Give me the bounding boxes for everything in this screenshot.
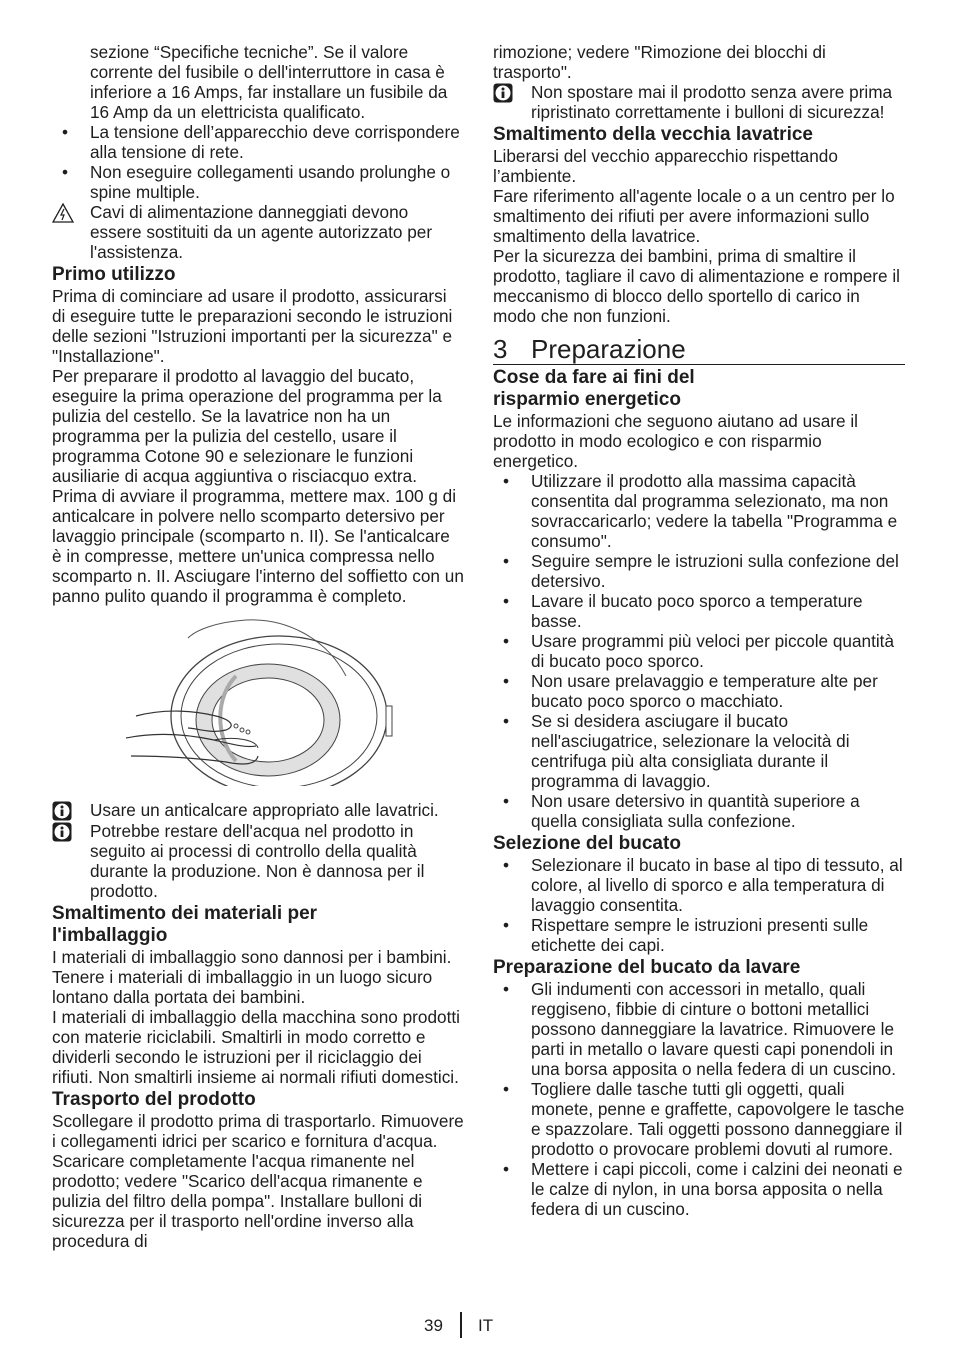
warning-triangle-icon bbox=[52, 202, 90, 262]
bullet: • bbox=[503, 671, 510, 691]
bullet: • bbox=[503, 471, 510, 491]
heading-risparmio-energetico: Cose da fare ai fini del risparmio energetico bbox=[493, 367, 695, 410]
list-item bbox=[493, 711, 905, 791]
paragraph: I materiali di imballaggio della macchina sono prodotti con materie riciclabili. Smaltirli in modo corretto e dividerli secondo le istruzioni per il riciclaggio dei rifiuti. Non smaltirli insieme ai normali rifiuti domestici. bbox=[52, 1007, 460, 1087]
list-item bbox=[493, 791, 905, 831]
list-item bbox=[493, 979, 905, 1079]
list-item-text: Selezionare il bucato in base al tipo di tessuto, al colore, al livello di sporco e alla temperatura di lavaggio consentita. bbox=[531, 855, 903, 915]
heading-primo-utilizzo: Primo utilizzo bbox=[52, 264, 176, 285]
energy-tips-list bbox=[493, 471, 905, 831]
heading-smaltimento-lavatrice: Smaltimento della vecchia lavatrice bbox=[493, 124, 813, 145]
list-item bbox=[493, 1079, 905, 1159]
info-icon bbox=[52, 800, 90, 821]
chapter-number: 3 bbox=[493, 334, 508, 364]
bullet: • bbox=[503, 591, 510, 611]
language-code: IT bbox=[478, 1316, 494, 1335]
paragraph: Fare riferimento all'agente locale o a un centro per lo smaltimento dei rifiuti per avere informazioni sullo smaltimento della lavatrice. bbox=[493, 186, 895, 246]
list-item bbox=[52, 162, 464, 202]
right-column bbox=[493, 42, 905, 1219]
list-item bbox=[493, 671, 905, 711]
list-item-text: Non eseguire collegamenti usando prolunghe o spine multiple. bbox=[90, 162, 451, 202]
list-item bbox=[493, 471, 905, 551]
paragraph: Prima di cominciare ad usare il prodotto, assicurarsi di eseguire tutte le preparazioni secondo le istruzioni delle sezioni "Istruzioni importanti per la sicurezza" e "Installazione". bbox=[52, 286, 453, 366]
paragraph: Per preparare il prodotto al lavaggio del bucato, eseguire la prima operazione del programma per la pulizia del cestello. Se la lavatrice non ha un programma per la pulizia del cestello, usare il programma Cotone 90 e selezionare le funzioni ausiliarie di acqua aggiuntiva o risciacquo extra. Prima di avviare il programma, mettere max. 100 g di anticalcare in polvere nello scomparto detersivo per lavaggio principale (scomparto n. II). Se l'anticalcare è in compresse, mettere un'unica compressa nello scomparto n. II. Asciugare l'interno del soffietto con un panno pulito quando il programma è completo. bbox=[52, 366, 464, 606]
paragraph: Liberarsi del vecchio apparecchio rispettando l’ambiente. bbox=[493, 146, 838, 186]
list-item bbox=[493, 591, 905, 631]
list-item bbox=[493, 915, 905, 955]
paragraph: Per la sicurezza dei bambini, prima di smaltire il prodotto, tagliare il cavo di alimentazione e rompere il meccanismo di blocco dello sportello di carico in modo che non funzioni. bbox=[493, 246, 900, 326]
paragraph: Le informazioni che seguono aiutano ad usare il prodotto in modo ecologico e con risparmio energetico. bbox=[493, 411, 858, 471]
list-item-text: Se si desidera asciugare il bucato nell'asciugatrice, selezionare la velocità di centrifuga più alta consigliata durante il programma di lavaggio. bbox=[531, 711, 850, 791]
list-item-text: Rispettare sempre le istruzioni presenti sulle etichette dei capi. bbox=[531, 915, 869, 955]
bullet: • bbox=[503, 1079, 510, 1099]
list-item-text: Togliere dalle tasche tutti gli oggetti, quali monete, penne e graffette, capovolgere le tasche e spazzolare. Tali oggetti possono danneggiare il prodotto o provocare problemi dovuti al rumore. bbox=[531, 1079, 905, 1159]
preparation-list bbox=[493, 979, 905, 1219]
info-text: Usare un anticalcare appropriato alle lavatrici. bbox=[90, 800, 439, 820]
list-item-text: Non usare prelavaggio e temperature alte per bucato poco sporco o macchiato. bbox=[531, 671, 878, 711]
list-item bbox=[493, 631, 905, 671]
chapter-heading bbox=[493, 334, 905, 365]
info-text: Potrebbe restare dell'acqua nel prodotto in seguito ai processi di controllo della qualità durante la produzione. Non è dannosa per il prodotto. bbox=[90, 821, 425, 901]
list-item-text: Usare programmi più veloci per piccole quantità di bucato poco sporco. bbox=[531, 631, 895, 671]
list-item-text: La tensione dell’apparecchio deve corrispondere alla tensione di rete. bbox=[90, 122, 460, 162]
page-number: 39 bbox=[424, 1316, 443, 1335]
bullet: • bbox=[62, 122, 69, 142]
list-item bbox=[493, 1159, 905, 1219]
warning-text: Cavi di alimentazione danneggiati devono essere sostituiti da un agente autorizzato per l'assistenza. bbox=[90, 202, 433, 262]
continued-paragraph: rimozione; vedere "Rimozione dei blocchi di trasporto". bbox=[493, 42, 826, 82]
list-item-text: Seguire sempre le istruzioni sulla confezione del detersivo. bbox=[531, 551, 899, 591]
list-item-text: Non usare detersivo in quantità superiore a quella consigliata sulla confezione. bbox=[531, 791, 860, 831]
bullet: • bbox=[62, 162, 69, 182]
warning-note bbox=[52, 202, 464, 262]
list-item bbox=[493, 551, 905, 591]
washing-machine-door-illustration bbox=[96, 616, 414, 786]
info-note bbox=[493, 82, 905, 122]
info-icon bbox=[52, 821, 90, 901]
list-item-text: Gli indumenti con accessori in metallo, quali reggiseno, fibbie di cinture o bottoni metallici possono danneggiare la lavatrice. Rimuovere le parti in metallo o lavare questi capi ponendoli in una borsa apposita o nella federa di un cuscino. bbox=[531, 979, 897, 1079]
info-icon bbox=[493, 82, 531, 122]
bullet: • bbox=[503, 855, 510, 875]
heading-trasporto: Trasporto del prodotto bbox=[52, 1089, 256, 1110]
list-item-text: Utilizzare il prodotto alla massima capacità consentita dal programma selezionato, ma non sovraccaricarlo; vedere la tabella "Programma e consumo". bbox=[531, 471, 898, 551]
bullet: • bbox=[503, 979, 510, 999]
bullet: • bbox=[503, 631, 510, 651]
bullet: • bbox=[503, 711, 510, 731]
list-item bbox=[493, 855, 905, 915]
chapter-title: Preparazione bbox=[531, 334, 686, 364]
selection-list bbox=[493, 855, 905, 955]
footer-divider bbox=[460, 1312, 462, 1338]
list-item-text: Lavare il bucato poco sporco a temperature basse. bbox=[531, 591, 863, 631]
heading-smaltimento-imballaggio: Smaltimento dei materiali per l'imballaggio bbox=[52, 903, 318, 946]
paragraph: I materiali di imballaggio sono dannosi per i bambini. Tenere i materiali di imballaggio in un luogo sicuro lontano dalla portata dei bambini. bbox=[52, 947, 452, 1007]
bullet: • bbox=[503, 791, 510, 811]
continued-paragraph: sezione “Specifiche tecniche”. Se il valore corrente del fusibile o dell'interruttore in casa è inferiore a 16 Amps, far installare un fusibile da 16 Amp da un elettricista qualificato. bbox=[90, 42, 448, 122]
paragraph: Scollegare il prodotto prima di trasportarlo. Rimuovere i collegamenti idrici per scarico e fornitura d'acqua. Scaricare completamente l'acqua rimanente nel prodotto; vedere "Scarico dell'acqua rimanente e pulizia del filtro della pompa". Installare bulloni di sicurezza per il trasporto nell'ordine inverso alla procedura di bbox=[52, 1111, 464, 1251]
info-note bbox=[52, 821, 464, 901]
heading-selezione-bucato: Selezione del bucato bbox=[493, 833, 681, 854]
bullet: • bbox=[503, 1159, 510, 1179]
list-item-text: Mettere i capi piccoli, come i calzini dei neonati e le calze di nylon, in una borsa apposita o nella federa di un cuscino. bbox=[531, 1159, 903, 1219]
left-column bbox=[52, 42, 464, 1251]
list-item bbox=[52, 122, 464, 162]
heading-preparazione-bucato: Preparazione del bucato da lavare bbox=[493, 957, 801, 978]
bullet: • bbox=[503, 551, 510, 571]
bullet: • bbox=[503, 915, 510, 935]
info-text: Non spostare mai il prodotto senza avere prima ripristinato correttamente i bulloni di sicurezza! bbox=[531, 82, 893, 122]
info-note bbox=[52, 800, 464, 821]
